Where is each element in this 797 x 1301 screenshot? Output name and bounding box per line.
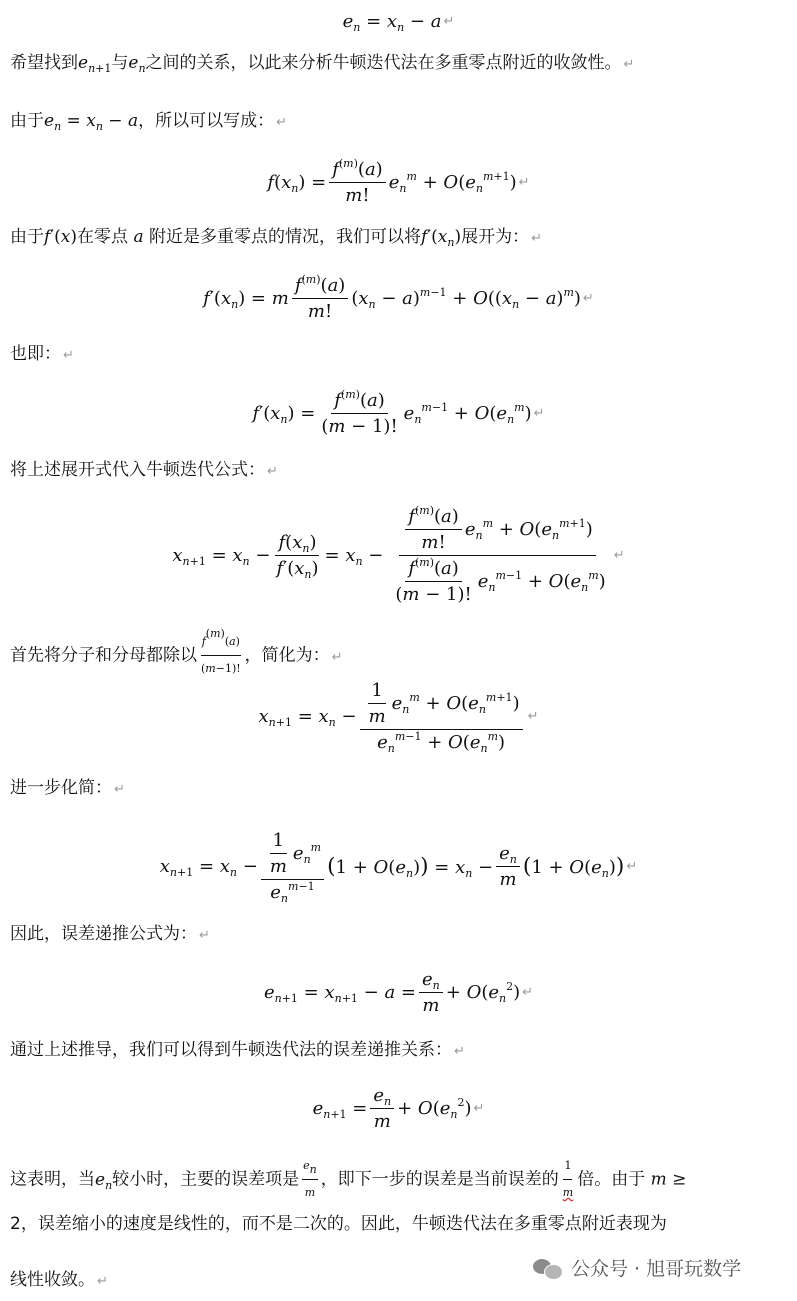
equation-error-recurrence: $e_{n+1} = x_{n+1} - a$ = $\frac{e_n}{m}$ + $O(e_n^2)$ ↵	[263, 968, 534, 1016]
equation-further-simplified: $x_{n+1} = x_n$ − 1 m $e_n^m$ $e_n^{m-1}$ $(1 + O(e_n)) = x_n$ − $\frac{e_n}{m}$ $(1 + O(e_n))$ ↵	[159, 829, 638, 905]
paragraph-mark: ↵	[443, 13, 455, 29]
text-line: 由于f′(x)在零点 a 附近是多重零点的情况，我们可以将$f'(x_n)$展开为： ↵	[10, 227, 543, 249]
text-line: 希望找到$e_{n+1}$与$e_n$之间的关系，以此来分析牛顿迭代法在多重零点附近的收敛性。 ↵	[10, 53, 635, 75]
text-line: 首先将分子和分母都除以 $\frac{f^{(m)}(a)}{(m-1)!}$ ，简化为： ↵	[10, 627, 343, 675]
equation-error-definition: $e_n = x_n - a$ ↵	[342, 10, 455, 34]
watermark	[533, 1254, 741, 1281]
equation-fprime-simplified: $f'(x_n)$ = $\frac{f^{(m)}(a)}{(m - 1)!}$ $e_n^{m-1} + O(e_n^m)$ ↵	[252, 387, 545, 437]
text-line: 因此，误差递推公式为： ↵	[10, 924, 210, 944]
watermark-text: 公众号 · 旭哥玩数学	[571, 1258, 742, 1280]
equation-simplified-ratio: $x_{n+1} = x_n$ − 1 m $e_n^m + O(e_n^{m+1})$ $e_n^{m-1} + O(e_n^m)$ ↵	[258, 679, 539, 755]
text-line: 也即： ↵	[10, 344, 74, 364]
text-line: 线性收敛。 ↵	[10, 1270, 108, 1290]
text-line: 进一步化简： ↵	[10, 778, 125, 798]
equation-error-relation: $e_{n+1}$ = $\frac{e_n}{m}$ + $O(e_n^2)$ ↵	[312, 1084, 485, 1132]
equation-taylor-f: $f(x_n)$ = $\frac{f^{(m)}(a)}{m!}$ $e_n^m + O(e_n^{m+1})$ ↵	[267, 156, 530, 206]
text-line: 2，误差缩小的速度是线性的，而不是二次的。因此，牛顿迭代法在多重零点附近表现为	[10, 1214, 667, 1234]
text-line: 将上述展开式代入牛顿迭代公式： ↵	[10, 460, 278, 480]
equation-taylor-fprime: $f'(x_n) = m$ $f^{(m)}(a)$ m! $(x_n - a)^{m-1} + O((x_n - a)^m)$ ↵	[203, 272, 594, 322]
text-line: 通过上述推导，我们可以得到牛顿迭代法的误差递推关系： ↵	[10, 1040, 465, 1060]
text-line: 这表明，当$e_n$较小时，主要的误差项是 $\frac{e_n}{m}$ ，即下一步的误差是当前误差的 $\frac{1}{m}$ 倍。由于 m ≥	[10, 1154, 686, 1205]
wechat-icon	[533, 1257, 563, 1279]
equation-newton-substitution: $x_{n+1} = x_n$ − $\frac{f(x_n)}{f'(x_n)}$ = $x_n$ − $f^{(m)}(a)$ m! $e_n^m + O(e_n^{m+1})$ $f^{(m)}(a)$ (m − 1)! $e_n^{m-1} + O(e_n^m)$ ↵	[172, 503, 625, 605]
text-line: 由于$e_n = x_n - a$，所以可以写成： ↵	[10, 111, 288, 133]
